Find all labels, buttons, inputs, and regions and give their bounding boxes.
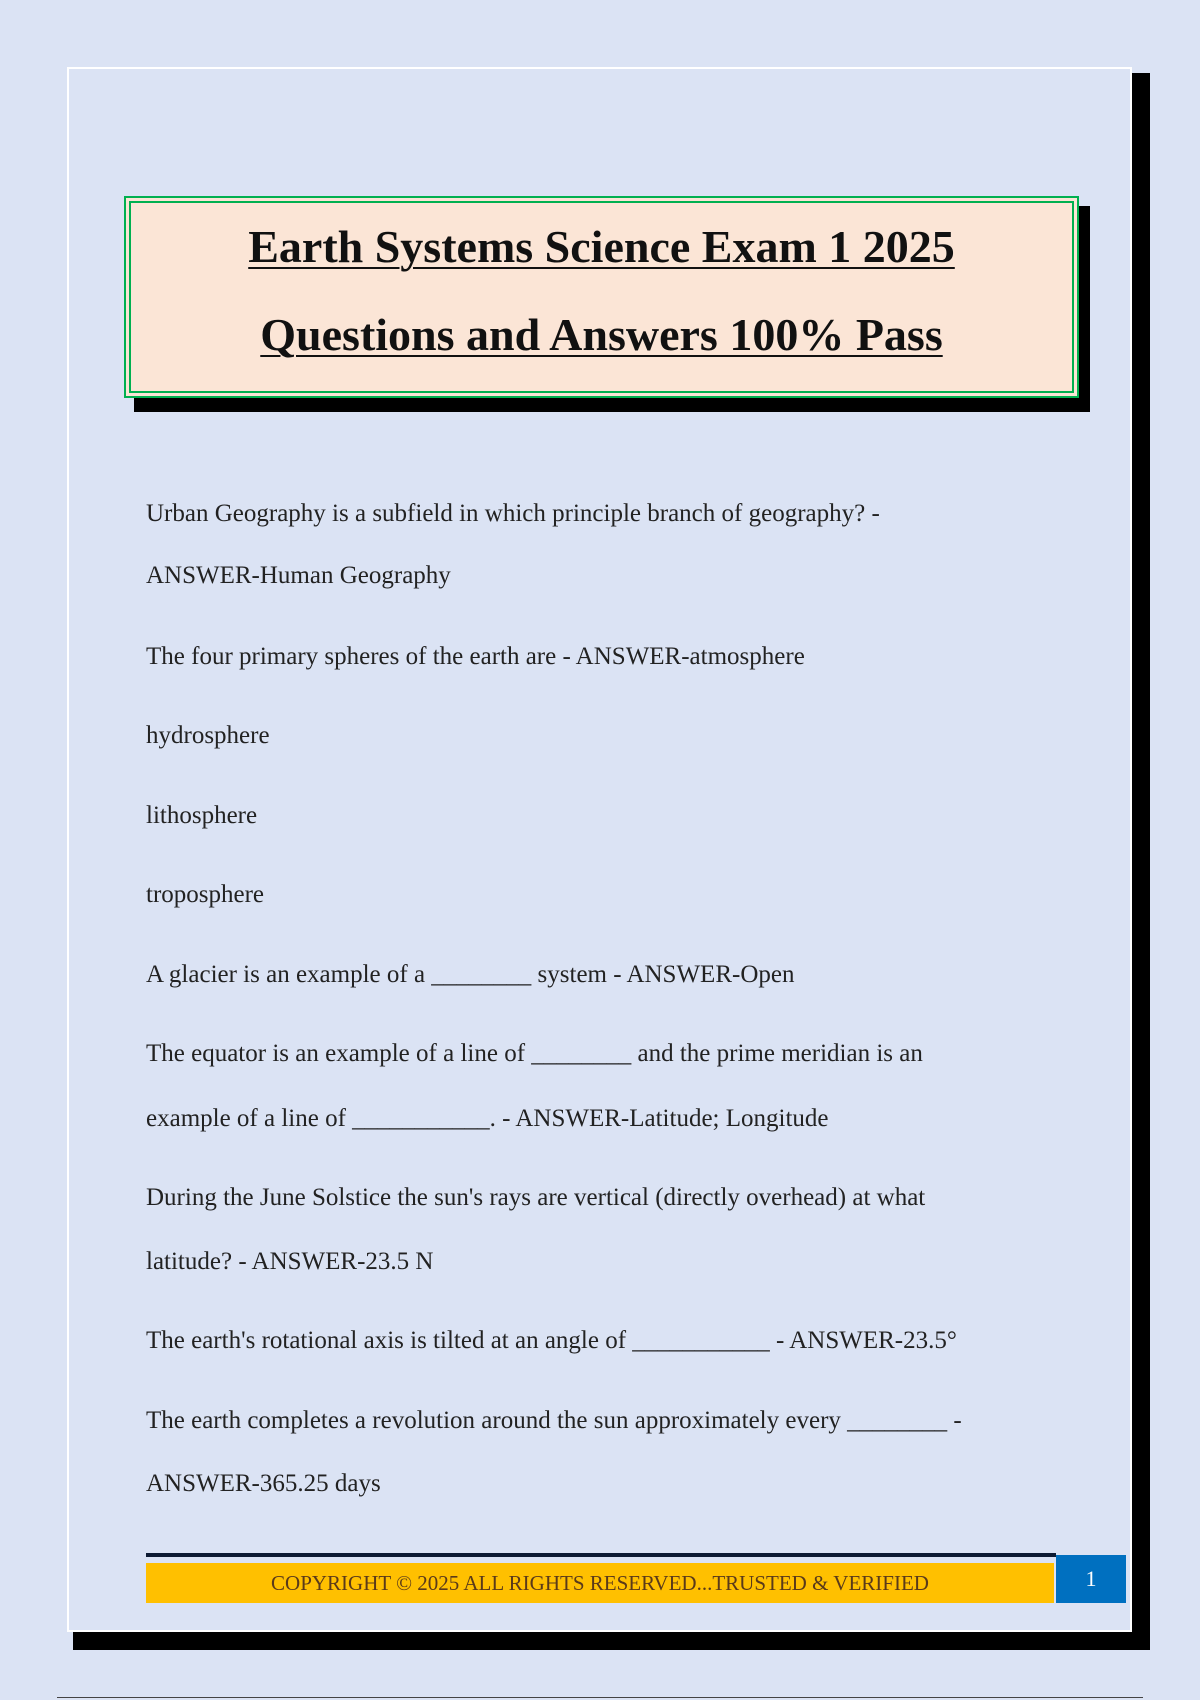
title-box (124, 196, 1079, 398)
text-line: ANSWER-Human Geography (146, 562, 451, 589)
footer-copyright: COPYRIGHT © 2025 ALL RIGHTS RESERVED...TRUSTED & VERIFIED (146, 1563, 1054, 1603)
text-line: During the June Solstice the sun's rays are vertical (directly overhead) at what (146, 1184, 926, 1211)
title-line-2: Questions and Answers 100% Pass (260, 309, 943, 360)
text-line: The equator is an example of a line of ________ and the prime meridian is an (146, 1040, 923, 1067)
footer-divider (146, 1553, 1056, 1557)
text-line: The four primary spheres of the earth are - ANSWER-atmosphere (146, 643, 805, 670)
text-line: lithosphere (146, 802, 258, 829)
text-line: A glacier is an example of a ________ system - ANSWER-Open (146, 961, 795, 988)
page-number: 1 (1056, 1555, 1126, 1603)
text-line: troposphere (146, 881, 265, 908)
text-line: latitude? - ANSWER-23.5 N (146, 1248, 434, 1275)
text-line: The earth's rotational axis is tilted at an angle of ___________ - ANSWER-23.5° (146, 1327, 957, 1354)
text-line: Urban Geography is a subfield in which principle branch of geography? - (146, 500, 880, 527)
text-line: hydrosphere (146, 722, 270, 749)
text-line: example of a line of ___________. - ANSWER-Latitude; Longitude (146, 1105, 829, 1132)
page-bottom-rule (57, 1697, 1143, 1698)
title-line-1: Earth Systems Science Exam 1 2025 (248, 221, 955, 272)
text-line: ANSWER-365.25 days (146, 1470, 381, 1497)
text-line: The earth completes a revolution around the sun approximately every ________ - (146, 1407, 962, 1434)
